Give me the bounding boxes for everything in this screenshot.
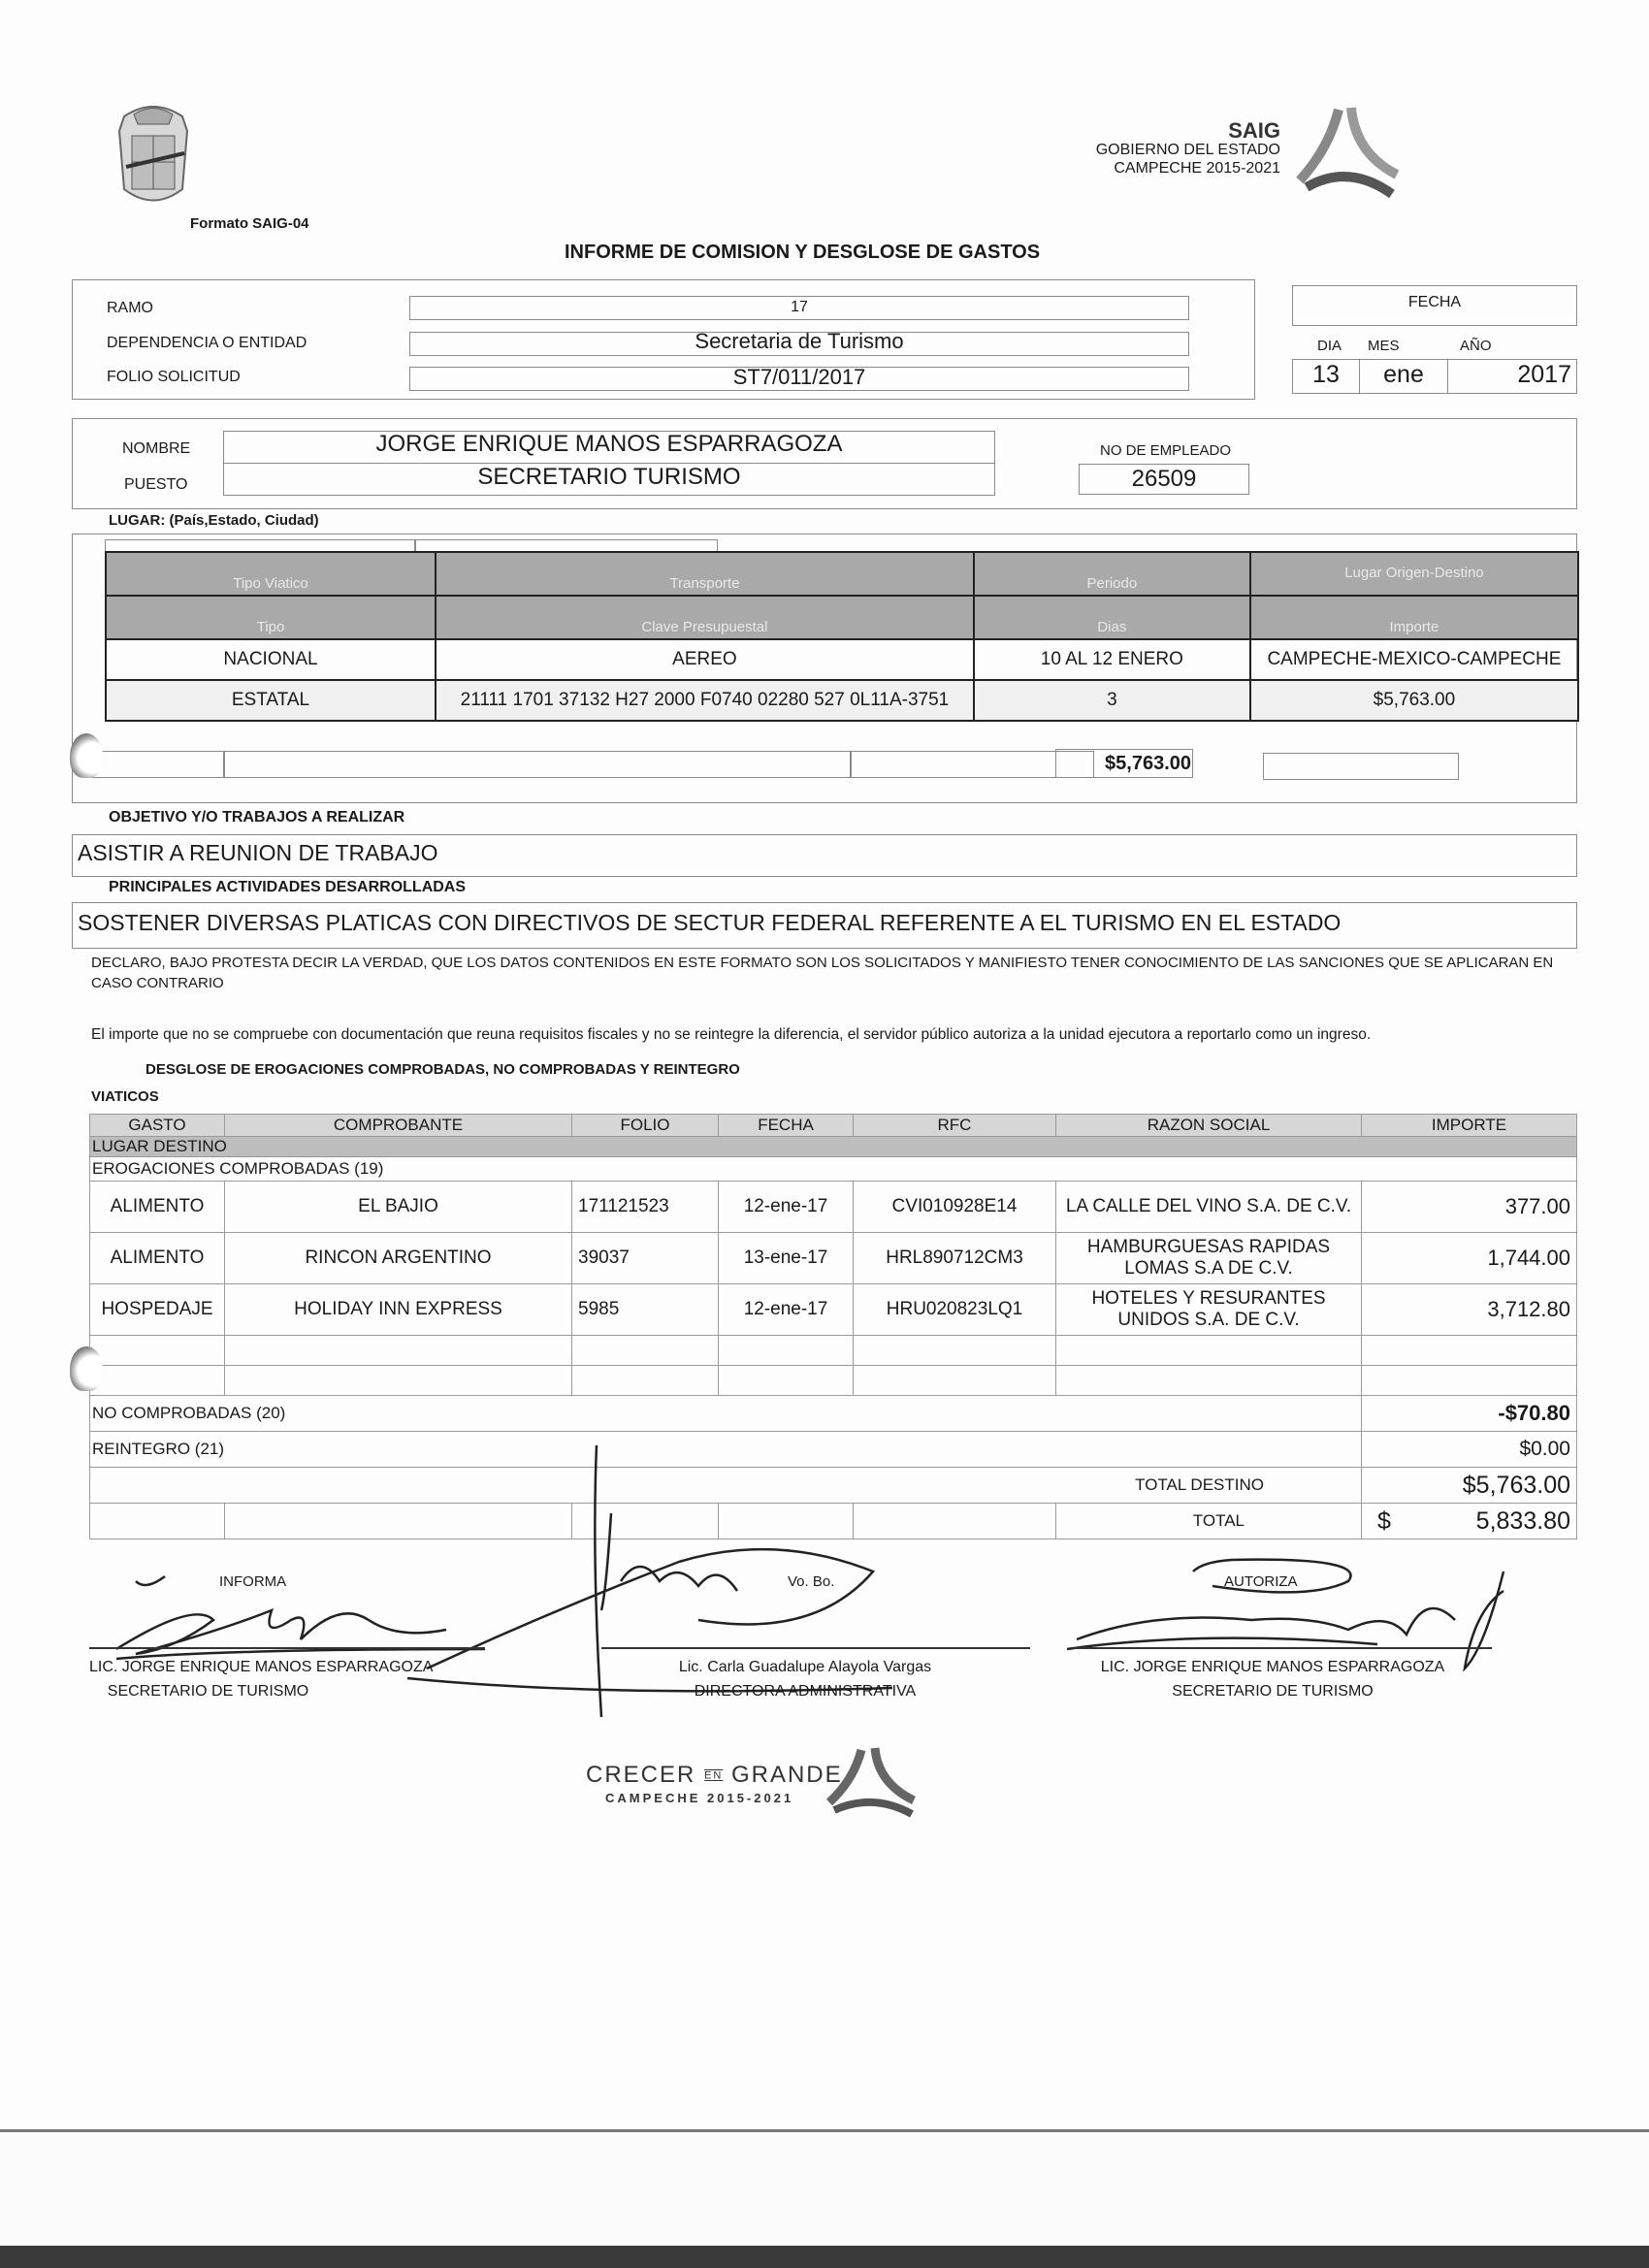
lugar-total-value: $5,763.00	[1105, 753, 1191, 774]
periodo-value: 10 AL 12 ENERO	[974, 639, 1250, 680]
vobo-name: Lic. Carla Guadalupe Alayola Vargas	[678, 1659, 932, 1675]
folio-label: FOLIO SOLICITUD	[107, 369, 241, 385]
table-row	[90, 1233, 1577, 1284]
folio-value: ST7/011/2017	[732, 365, 866, 389]
col-gasto: GASTO	[90, 1115, 225, 1137]
autoriza-label: AUTORIZA	[1224, 1573, 1298, 1590]
th-importe: Importe	[1250, 596, 1578, 639]
rfc-cell: CVI010928E14	[854, 1182, 1056, 1233]
tipo-viatico-value: NACIONAL	[106, 639, 436, 680]
viaticos-header-row	[90, 1115, 1577, 1137]
total-value: 5,833.80	[1475, 1507, 1570, 1535]
actividades-value: SOSTENER DIVERSAS PLATICAS CON DIRECTIVOS DE SECTUR FEDERAL REFERENTE A EL TURISMO EN EL ESTADO	[78, 910, 1342, 935]
vobo-title: DIRECTORA ADMINISTRATIVA	[694, 1683, 917, 1700]
th-lugar-origen-destino: Lugar Origen-Destino	[1250, 552, 1578, 596]
folio-cell: 5985	[572, 1284, 719, 1336]
empty-row	[90, 1336, 1577, 1366]
lugar-destino-row	[90, 1137, 1577, 1157]
page-title: INFORME DE COMISION Y DESGLOSE DE GASTOS	[565, 242, 1041, 263]
nombre-label: NOMBRE	[122, 440, 191, 457]
dependencia-value: Secretaria de Turismo	[695, 329, 904, 353]
fecha-cell: 13-ene-17	[719, 1233, 854, 1284]
table-row	[90, 1182, 1577, 1233]
travel-table	[105, 551, 1579, 722]
travel-row-2	[106, 680, 1578, 721]
vobo-label: Vo. Bo.	[788, 1573, 835, 1590]
puesto-label: PUESTO	[124, 476, 188, 493]
viaticos-label: VIATICOS	[91, 1088, 159, 1105]
razon-cell: HAMBURGUESAS RAPIDAS LOMAS S.A DE C.V.	[1056, 1233, 1362, 1284]
no-empleado-label: NO DE EMPLEADO	[1100, 442, 1232, 459]
empty-row	[90, 1366, 1577, 1396]
footer-logo-icon	[824, 1746, 922, 1818]
folio-cell: 39037	[572, 1233, 719, 1284]
dependencia-label: DEPENDENCIA O ENTIDAD	[107, 335, 307, 351]
dias-value: 3	[974, 680, 1250, 721]
travel-header-row-2	[106, 596, 1578, 639]
total-cell	[1362, 1504, 1577, 1539]
desglose-title: DESGLOSE DE EROGACIONES COMPROBADAS, NO COMPROBADAS Y REINTEGRO	[146, 1061, 740, 1078]
th-transporte: Transporte	[436, 552, 974, 596]
signature-line-vobo	[601, 1647, 1030, 1649]
campeche-logo-icon	[1295, 105, 1402, 200]
razon-cell: HOTELES Y RESURANTES UNIDOS S.A. DE C.V.	[1056, 1284, 1362, 1336]
anio-label: AÑO	[1460, 338, 1492, 354]
slogan-left: CRECER	[586, 1762, 696, 1788]
th-clave-presupuestal: Clave Presupuestal	[436, 596, 974, 639]
col-fecha: FECHA	[719, 1115, 854, 1137]
autoriza-name: LIC. JORGE ENRIQUE MANOS ESPARRAGOZA	[1100, 1659, 1445, 1675]
total-destino-label: TOTAL DESTINO	[90, 1468, 1362, 1504]
divider	[850, 751, 852, 778]
objetivo-value: ASISTIR A REUNION DE TRABAJO	[78, 840, 438, 865]
th-tipo-viatico: Tipo Viatico	[106, 552, 436, 596]
lugar-label: LUGAR: (País,Estado, Ciudad)	[109, 512, 319, 529]
importe-cell: 1,744.00	[1362, 1233, 1577, 1284]
no-comprobadas-label: NO COMPROBADAS (20)	[90, 1396, 1362, 1432]
ramo-label: RAMO	[107, 300, 153, 316]
fecha-cell: 12-ene-17	[719, 1284, 854, 1336]
transporte-value: AEREO	[436, 639, 974, 680]
actividades-label: PRINCIPALES ACTIVIDADES DESARROLLADAS	[109, 879, 467, 895]
signature-line-informa	[89, 1647, 485, 1649]
fecha-label: FECHA	[1407, 294, 1462, 310]
total-destino-value: $5,763.00	[1362, 1468, 1577, 1504]
comprobante-cell: EL BAJIO	[225, 1182, 572, 1233]
autoriza-title: SECRETARIO DE TURISMO	[1172, 1683, 1374, 1700]
total-label: TOTAL	[1056, 1504, 1362, 1539]
slogan-right: GRANDE	[730, 1762, 843, 1788]
gobierno-line1: GOBIERNO DEL ESTADO	[1095, 142, 1280, 158]
gobierno-line2: CAMPECHE 2015-2021	[1114, 160, 1280, 177]
mes-label: MES	[1368, 338, 1400, 354]
ramo-value: 17	[791, 299, 808, 315]
footer-slogan	[586, 1762, 843, 1789]
clave-presupuestal-value: 21111 1701 37132 H27 2000 F0740 02280 527 0L11A-3751	[436, 680, 974, 721]
mes-value: ene	[1383, 361, 1424, 388]
saig-brand: SAIG	[1228, 118, 1280, 143]
informa-name: LIC. JORGE ENRIQUE MANOS ESPARRAGOZA	[89, 1659, 434, 1675]
gasto-cell: ALIMENTO	[90, 1182, 225, 1233]
scan-lower-area	[0, 2129, 1649, 2249]
comprobante-cell: HOLIDAY INN EXPRESS	[225, 1284, 572, 1336]
importe-cell: 377.00	[1362, 1182, 1577, 1233]
col-folio: FOLIO	[572, 1115, 719, 1137]
reintegro-label: REINTEGRO (21)	[90, 1432, 1362, 1468]
scan-edge	[0, 2246, 1649, 2268]
subtotal-extra-field	[1263, 753, 1459, 780]
no-empleado-value: 26509	[1131, 466, 1197, 492]
lugar-destino-label: LUGAR DESTINO	[90, 1137, 1577, 1157]
coat-of-arms-icon	[105, 97, 202, 215]
total-currency: $	[1377, 1507, 1391, 1535]
comprobadas-label: EROGACIONES COMPROBADAS (19)	[90, 1157, 1577, 1182]
footer-subtitle: CAMPECHE 2015-2021	[605, 1791, 794, 1805]
th-periodo: Periodo	[974, 552, 1250, 596]
comprobante-cell: RINCON ARGENTINO	[225, 1233, 572, 1284]
dia-value: 13	[1312, 361, 1340, 388]
origen-destino-value: CAMPECHE-MEXICO-CAMPECHE	[1250, 639, 1578, 680]
comprobadas-row	[90, 1157, 1577, 1182]
tipo-value: ESTATAL	[106, 680, 436, 721]
declaracion-text: DECLARO, BAJO PROTESTA DECIR LA VERDAD, QUE LOS DATOS CONTENIDOS EN ESTE FORMATO SON LOS SOLICITADOS Y MANIFIESTO TENER CONOCIMIENTO DE LAS SANCIONES QUE SE APLICARAN EN CASO CONTRARIO	[91, 955, 1554, 991]
travel-header-row-1	[106, 552, 1578, 596]
col-importe: IMPORTE	[1362, 1115, 1577, 1137]
table-row	[90, 1284, 1577, 1336]
informa-title: SECRETARIO DE TURISMO	[107, 1683, 309, 1700]
hole-punch-icon	[70, 1346, 103, 1391]
anio-value: 2017	[1517, 361, 1571, 388]
signature-line-autoriza	[1073, 1647, 1492, 1649]
folio-cell: 171121523	[572, 1182, 719, 1233]
slogan-mid: EN	[704, 1769, 724, 1782]
rfc-cell: HRL890712CM3	[854, 1233, 1056, 1284]
travel-row-1	[106, 639, 1578, 680]
informa-label: INFORMA	[219, 1573, 287, 1590]
no-comprobadas-row	[90, 1396, 1577, 1432]
fecha-cell: 12-ene-17	[719, 1182, 854, 1233]
no-comprobadas-value: -$70.80	[1362, 1396, 1577, 1432]
divider	[223, 751, 225, 778]
th-dias: Dias	[974, 596, 1250, 639]
importe-value: $5,763.00	[1250, 680, 1578, 721]
dia-label: DIA	[1317, 338, 1342, 354]
nombre-value: JORGE ENRIQUE MANOS ESPARRAGOZA	[375, 431, 843, 457]
col-comprobante: COMPROBANTE	[225, 1115, 572, 1137]
col-rfc: RFC	[854, 1115, 1056, 1137]
objetivo-label: OBJETIVO Y/O TRABAJOS A REALIZAR	[109, 809, 405, 826]
col-razon-social: RAZON SOCIAL	[1056, 1115, 1362, 1137]
rfc-cell: HRU020823LQ1	[854, 1284, 1056, 1336]
subtotal-row	[89, 751, 1094, 778]
razon-cell: LA CALLE DEL VINO S.A. DE C.V.	[1056, 1182, 1362, 1233]
importe-cell: 3,712.80	[1362, 1284, 1577, 1336]
aviso-text: El importe que no se compruebe con documentación que reuna requisitos fiscales y no se reintegre la diferencia, el servidor público autoriza a la unidad ejecutora a reportarlo como un ingreso.	[91, 1026, 1372, 1043]
gasto-cell: ALIMENTO	[90, 1233, 225, 1284]
form-code: Formato SAIG-04	[190, 215, 309, 232]
reintegro-value: $0.00	[1362, 1432, 1577, 1468]
gasto-cell: HOSPEDAJE	[90, 1284, 225, 1336]
th-tipo: Tipo	[106, 596, 436, 639]
hole-punch-icon	[70, 733, 103, 778]
puesto-value: SECRETARIO TURISMO	[477, 464, 741, 490]
